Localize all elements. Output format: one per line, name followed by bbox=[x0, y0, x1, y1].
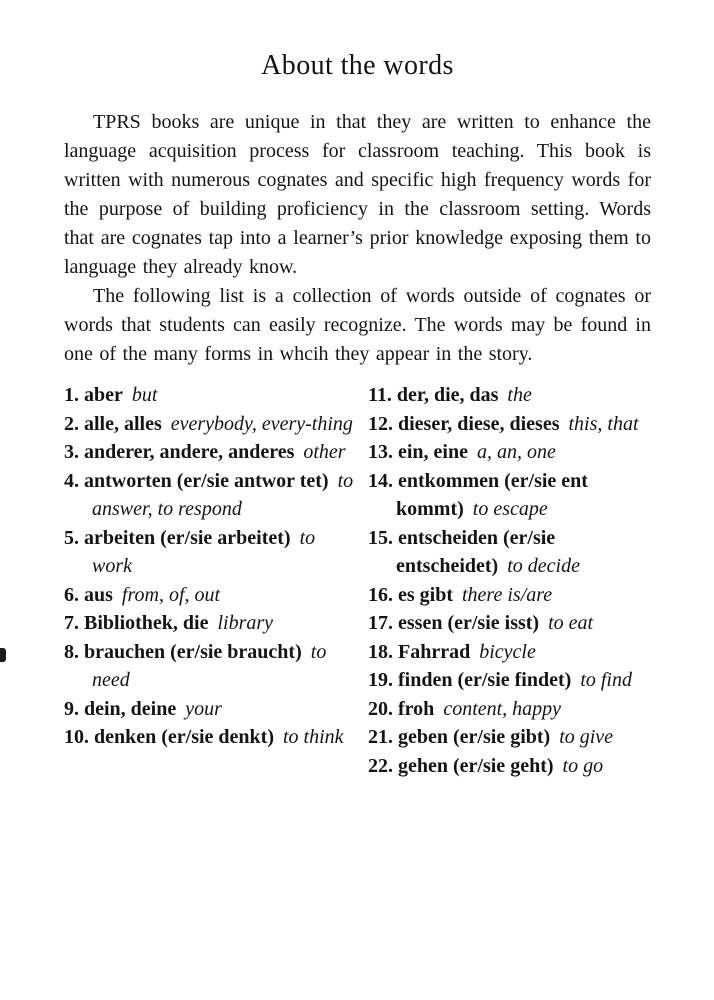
english-translation: bicycle bbox=[479, 640, 536, 663]
entry-number: 1. bbox=[64, 384, 79, 406]
english-translation: from, of, out bbox=[121, 583, 221, 606]
german-term: entscheiden (er/sie entscheidet) bbox=[396, 526, 556, 577]
intro-paragraph-2: The following list is a collection of words outside of cognates or words that students can easily recognize. The words may be found in one of the many forms in whcih they appear in the story. bbox=[64, 285, 651, 365]
entry-number: 8. bbox=[64, 640, 79, 663]
entry-number: 5. bbox=[64, 526, 79, 549]
german-term: dein, deine bbox=[84, 697, 177, 720]
german-term: essen (er/sie isst) bbox=[398, 612, 540, 634]
english-translation: everybody, every-thing bbox=[170, 412, 353, 435]
entry-number: 13. bbox=[368, 441, 393, 463]
word-entry bbox=[368, 752, 651, 781]
english-translation: there is/are bbox=[462, 583, 553, 606]
german-term: denken (er/sie denkt) bbox=[94, 726, 274, 748]
german-term: dieser, diese, dieses bbox=[398, 412, 560, 435]
word-entry bbox=[368, 695, 651, 724]
word-entry bbox=[368, 467, 651, 524]
english-translation: to work bbox=[92, 526, 316, 577]
word-entry bbox=[368, 666, 651, 695]
word-entry bbox=[368, 524, 651, 581]
entry-number: 2. bbox=[64, 412, 79, 435]
entry-number: 9. bbox=[64, 697, 79, 720]
intro-paragraph-1: TPRS books are unique in that they are written to enhance the language acquisition process for classroom teaching. This book is written with numerous cognates and specific high frequency words for the purpose of building proficiency in the classroom setting. Words that are cognates tap into a learner’s prior knowledge exposing them to language they already know. bbox=[64, 111, 651, 278]
german-term: froh bbox=[398, 697, 435, 720]
english-translation: to eat bbox=[548, 612, 594, 634]
english-translation: library bbox=[217, 612, 274, 634]
page-title: About the words bbox=[261, 50, 454, 81]
word-entry bbox=[64, 381, 356, 410]
german-term: geben (er/sie gibt) bbox=[398, 726, 551, 748]
entry-number: 18. bbox=[368, 640, 393, 663]
word-entry bbox=[64, 695, 356, 724]
word-entry bbox=[368, 723, 651, 752]
english-translation: the bbox=[507, 384, 532, 406]
word-entry bbox=[64, 581, 356, 610]
word-entry bbox=[64, 410, 356, 439]
english-translation: other bbox=[303, 441, 346, 463]
scan-artifact bbox=[0, 648, 6, 662]
entry-number: 10. bbox=[64, 726, 89, 748]
entry-number: 21. bbox=[368, 726, 393, 748]
entry-number: 11. bbox=[368, 384, 392, 406]
german-term: der, die, das bbox=[396, 384, 499, 406]
english-translation: this, that bbox=[568, 412, 639, 435]
word-entry bbox=[368, 638, 651, 667]
german-term: aber bbox=[84, 384, 123, 406]
entry-number: 14. bbox=[368, 469, 393, 492]
german-term: Bibliothek, die bbox=[84, 612, 209, 634]
english-translation: your bbox=[185, 697, 222, 720]
english-translation: to answer, to respond bbox=[92, 469, 354, 520]
english-translation: a, an, one bbox=[477, 441, 556, 463]
german-term: brauchen (er/sie braucht) bbox=[84, 640, 302, 663]
entry-number: 12. bbox=[368, 412, 393, 435]
entry-number: 7. bbox=[64, 612, 79, 634]
word-entry bbox=[368, 381, 651, 410]
german-term: gehen (er/sie geht) bbox=[398, 754, 554, 777]
word-list-column-left bbox=[64, 381, 368, 780]
word-entry bbox=[368, 609, 651, 638]
entry-number: 19. bbox=[368, 669, 393, 691]
entry-number: 6. bbox=[64, 583, 79, 606]
entry-number: 16. bbox=[368, 583, 393, 606]
entry-number: 4. bbox=[64, 469, 79, 492]
english-translation: but bbox=[131, 384, 158, 406]
word-entry bbox=[368, 438, 651, 467]
english-translation: to think bbox=[283, 726, 344, 748]
entry-number: 3. bbox=[64, 441, 79, 463]
entry-number: 22. bbox=[368, 754, 393, 777]
german-term: anderer, andere, anderes bbox=[84, 441, 295, 463]
english-translation: to decide bbox=[507, 555, 580, 577]
word-entry bbox=[64, 638, 356, 695]
german-term: arbeiten (er/sie arbeitet) bbox=[84, 526, 291, 549]
english-translation: to escape bbox=[472, 498, 548, 520]
german-term: es gibt bbox=[398, 583, 453, 606]
word-entry bbox=[64, 609, 356, 638]
english-translation: to go bbox=[562, 754, 604, 777]
entry-number: 15. bbox=[368, 526, 393, 549]
word-list bbox=[64, 381, 651, 780]
entry-number: 20. bbox=[368, 697, 393, 720]
english-translation: to need bbox=[92, 640, 327, 691]
german-term: antworten (er/sie antwor tet) bbox=[84, 469, 329, 492]
word-entry bbox=[64, 438, 356, 467]
german-term: Fahrrad bbox=[398, 640, 471, 663]
german-term: ein, eine bbox=[398, 441, 468, 463]
english-translation: to give bbox=[559, 726, 614, 748]
word-entry bbox=[64, 467, 356, 524]
word-list-column-right bbox=[368, 381, 651, 780]
german-term: aus bbox=[84, 583, 113, 606]
word-entry bbox=[64, 524, 356, 581]
english-translation: to find bbox=[580, 669, 632, 691]
word-entry bbox=[64, 723, 356, 752]
german-term: alle, alles bbox=[84, 412, 162, 435]
german-term: entkommen (er/sie ent kommt) bbox=[396, 469, 588, 520]
word-entry bbox=[368, 410, 651, 439]
word-entry bbox=[368, 581, 651, 610]
entry-number: 17. bbox=[368, 612, 393, 634]
german-term: finden (er/sie findet) bbox=[398, 669, 572, 691]
english-translation: content, happy bbox=[443, 697, 562, 720]
